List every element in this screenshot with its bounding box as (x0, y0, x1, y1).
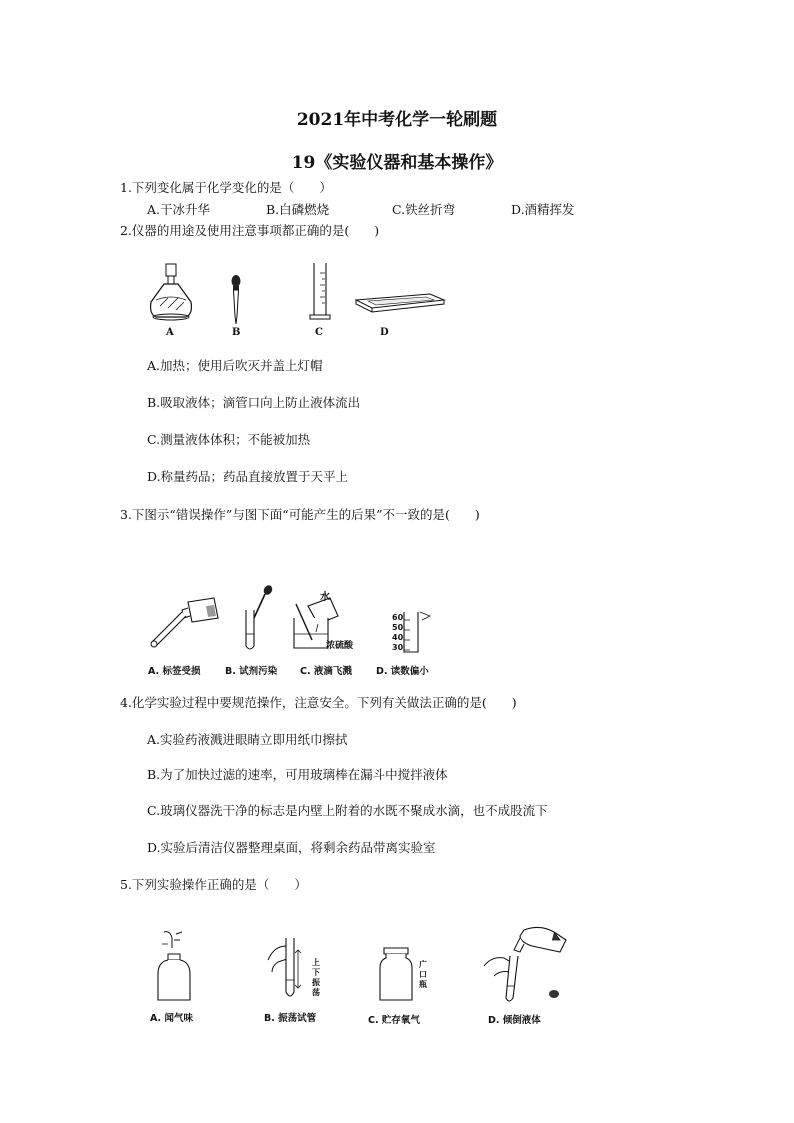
q2-stem: 2.仪器的用途及使用注意事项都正确的是( ) (120, 223, 380, 238)
scale-60: 60 (392, 613, 404, 622)
q4-option-b: B.为了加快过滤的速率，可用玻璃棒在漏斗中搅拌液体 (147, 767, 448, 782)
q1-option-d: D.酒精挥发 (511, 202, 575, 217)
q3-caption-d: D. 读数偏小 (376, 666, 429, 677)
q2-figure-label-b: B (232, 327, 241, 338)
q2-option-a: A.加热；使用后吹灭并盖上灯帽 (147, 358, 323, 373)
dropper-figure (228, 274, 244, 326)
balance-figure (354, 290, 446, 314)
q4-option-c: C.玻璃仪器洗干净的标志是内壁上附着的水既不聚成水滴，也不成股流下 (147, 803, 548, 818)
shake-text-3: 振 (312, 978, 320, 987)
q5-caption-c: C. 贮存氧气 (368, 1015, 420, 1026)
shake-tube-figure (264, 932, 310, 1006)
page-subtitle: 19《实验仪器和基本操作》 (291, 153, 503, 173)
shake-text-1: 上 (312, 958, 320, 967)
q1-option-a: A.干冰升华 (147, 202, 211, 217)
q4-stem: 4.化学实验过程中要规范操作，注意安全。下列有关做法正确的是( ) (120, 695, 517, 710)
q1-option-b: B.白磷燃烧 (266, 202, 330, 217)
dropper-in-tube-figure (240, 584, 276, 654)
alcohol-lamp-figure (146, 262, 196, 322)
q2-figure-label-a: A (166, 327, 174, 338)
q5-stem: 5.下列实验操作正确的是（ ） (120, 877, 307, 892)
bottle-text-3: 瓶 (419, 980, 427, 989)
tilted-bottle-figure (148, 596, 224, 650)
shake-text-4: 荡 (312, 988, 320, 997)
q5-caption-b: B. 振荡试管 (264, 1013, 317, 1024)
smell-bottle-figure (150, 930, 196, 1004)
q5-caption-d: D. 倾倒液体 (488, 1015, 541, 1026)
pour-liquid-figure (480, 926, 570, 1006)
q2-option-d: D.称量药品；药品直接放置于天平上 (147, 469, 349, 484)
scale-50: 50 (392, 623, 404, 632)
q4-option-a: A.实验药液溅进眼睛立即用纸巾擦拭 (147, 732, 348, 747)
measuring-cylinder-figure (308, 261, 332, 323)
bottle-text-2: 口 (419, 970, 427, 979)
q2-figure-label-c: C (315, 327, 323, 338)
q5-caption-a: A. 闻气味 (150, 1013, 193, 1024)
q2-figure-label-d: D (380, 327, 389, 338)
q2-option-b: B.吸取液体；滴管口向上防止液体流出 (147, 395, 361, 410)
q3-caption-a: A. 标签受损 (148, 666, 201, 677)
q3-caption-b: B. 试剂污染 (225, 666, 278, 677)
q1-option-c: C.铁丝折弯 (392, 202, 456, 217)
water-label: 水 (320, 592, 330, 603)
q3-stem: 3.下图示“错误操作”与图下面“可能产生的后果”不一致的是( ) (120, 507, 480, 522)
acid-label: 浓硫酸 (326, 641, 354, 651)
shake-text-2: 下 (312, 968, 320, 977)
page-title: 2021年中考化学一轮刷题 (296, 110, 498, 130)
q2-option-c: C.测量液体体积；不能被加热 (147, 432, 311, 447)
q4-option-d: D.实验后清洁仪器整理桌面，将剩余药品带离实验室 (147, 840, 436, 855)
bottle-text-1: 广 (419, 960, 427, 969)
q3-caption-c: C. 液滴飞溅 (300, 666, 352, 677)
gas-bottle-figure (378, 946, 414, 1002)
scale-40: 40 (392, 633, 404, 642)
scale-30: 30 (392, 643, 404, 652)
q1-stem: 1.下列变化属于化学变化的是（ ） (120, 180, 332, 195)
